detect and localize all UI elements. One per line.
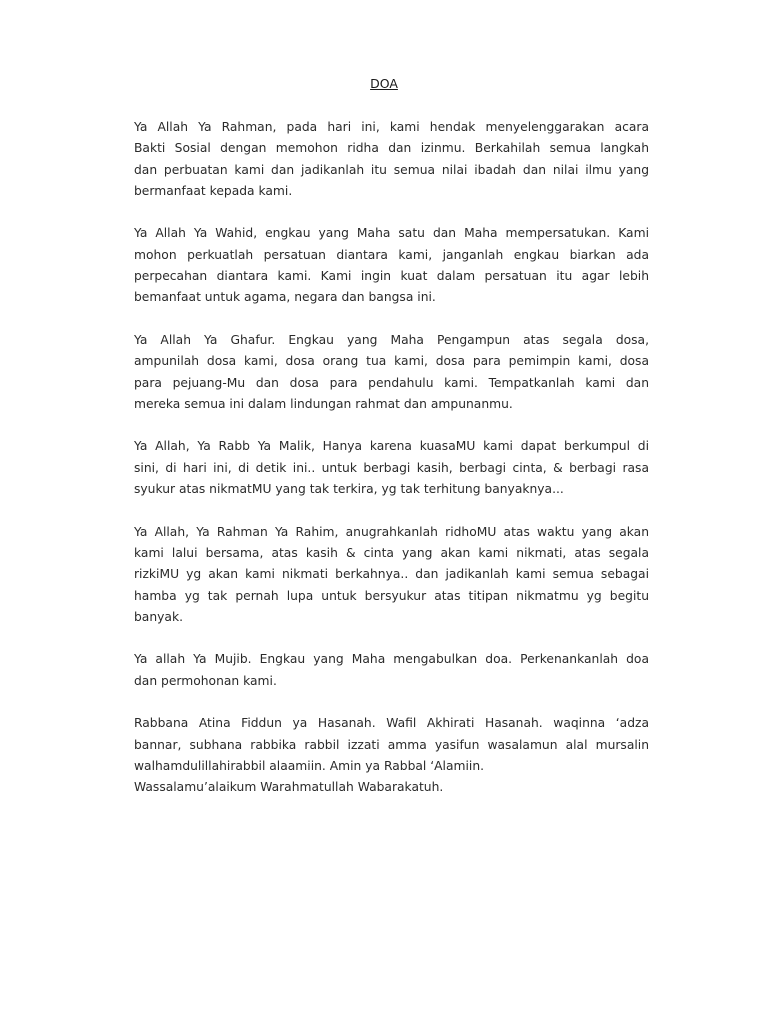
text-line: mereka semua ini dalam lindungan rahmat dan ampunanmu. bbox=[134, 396, 513, 411]
text-line: Ya Allah, Ya Rabb Ya Malik, Hanya karena kuasaMU kami dapat berkumpul di bbox=[134, 439, 649, 454]
text-line: kami lalui bersama, atas kasih & cinta yang akan kami nikmati, atas segala bbox=[134, 545, 649, 560]
text-line: Bakti Sosial dengan memohon ridha dan izinmu. Berkahilah semua langkah bbox=[134, 141, 649, 156]
text-line: bemanfaat untuk agama, negara dan bangsa ini. bbox=[134, 290, 436, 305]
paragraph bbox=[134, 330, 649, 415]
text-line: dan perbuatan kami dan jadikanlah itu semua nilai ibadah dan nilai ilmu yang bbox=[134, 162, 649, 177]
text-line: Ya Allah, Ya Rahman Ya Rahim, anugrahkanlah ridhoMU atas waktu yang akan bbox=[134, 524, 649, 539]
paragraph bbox=[134, 436, 649, 500]
text-line: banyak. bbox=[134, 609, 183, 624]
text-line: sini, di hari ini, di detik ini.. untuk berbagi kasih, berbagi cinta, & berbagi rasa bbox=[134, 460, 649, 475]
text-line: hamba yg tak pernah lupa untuk bersyukur atas titipan nikmatmu yg begitu bbox=[134, 588, 649, 603]
text-line: bermanfaat kepada kami. bbox=[134, 183, 293, 198]
text-line: Wassalamu’alaikum Warahmatullah Wabarakatuh. bbox=[134, 780, 444, 795]
document-title: DOA bbox=[370, 76, 398, 91]
text-line: perpecahan diantara kami. Kami ingin kuat dalam persatuan itu agar lebih bbox=[134, 269, 649, 284]
text-line: mohon perkuatlah persatuan diantara kami, janganlah engkau biarkan ada bbox=[134, 247, 649, 262]
text-line: dan permohonan kami. bbox=[134, 673, 277, 688]
text-line: walhamdulillahirabbil alaamiin. Amin ya Rabbal ‘Alamiin. bbox=[134, 758, 485, 773]
text-line: syukur atas nikmatMU yang tak terkira, yg tak terhitung banyaknya... bbox=[134, 482, 564, 497]
text-line: para pejuang-Mu dan dosa para pendahulu kami. Tempatkanlah kami dan bbox=[134, 375, 649, 390]
paragraph bbox=[134, 223, 649, 308]
text-line: Rabbana Atina Fiddun ya Hasanah. Wafil Akhirati Hasanah. waqinna ‘adza bbox=[134, 716, 649, 731]
text-line: rizkiMU yg akan kami nikmati berkahnya.. dan jadikanlah kami semua sebagai bbox=[134, 567, 649, 582]
text-line: Ya Allah Ya Ghafur. Engkau yang Maha Pengampun atas segala dosa, bbox=[134, 332, 649, 347]
text-line: Ya allah Ya Mujib. Engkau yang Maha mengabulkan doa. Perkenankanlah doa bbox=[134, 652, 649, 667]
text-line: ampunilah dosa kami, dosa orang tua kami, dosa para pemimpin kami, dosa bbox=[134, 354, 649, 369]
text-line: Ya Allah Ya Wahid, engkau yang Maha satu dan Maha mempersatukan. Kami bbox=[134, 226, 649, 241]
paragraph bbox=[134, 649, 649, 692]
paragraph bbox=[134, 713, 649, 798]
text-line: Ya Allah Ya Rahman, pada hari ini, kami hendak menyelenggarakan acara bbox=[134, 120, 649, 134]
paragraph bbox=[134, 117, 649, 202]
paragraph bbox=[134, 522, 649, 628]
document-body bbox=[134, 117, 649, 820]
text-line: bannar, subhana rabbika rabbil izzati amma yasifun wasalamun alal mursalin bbox=[134, 737, 649, 752]
